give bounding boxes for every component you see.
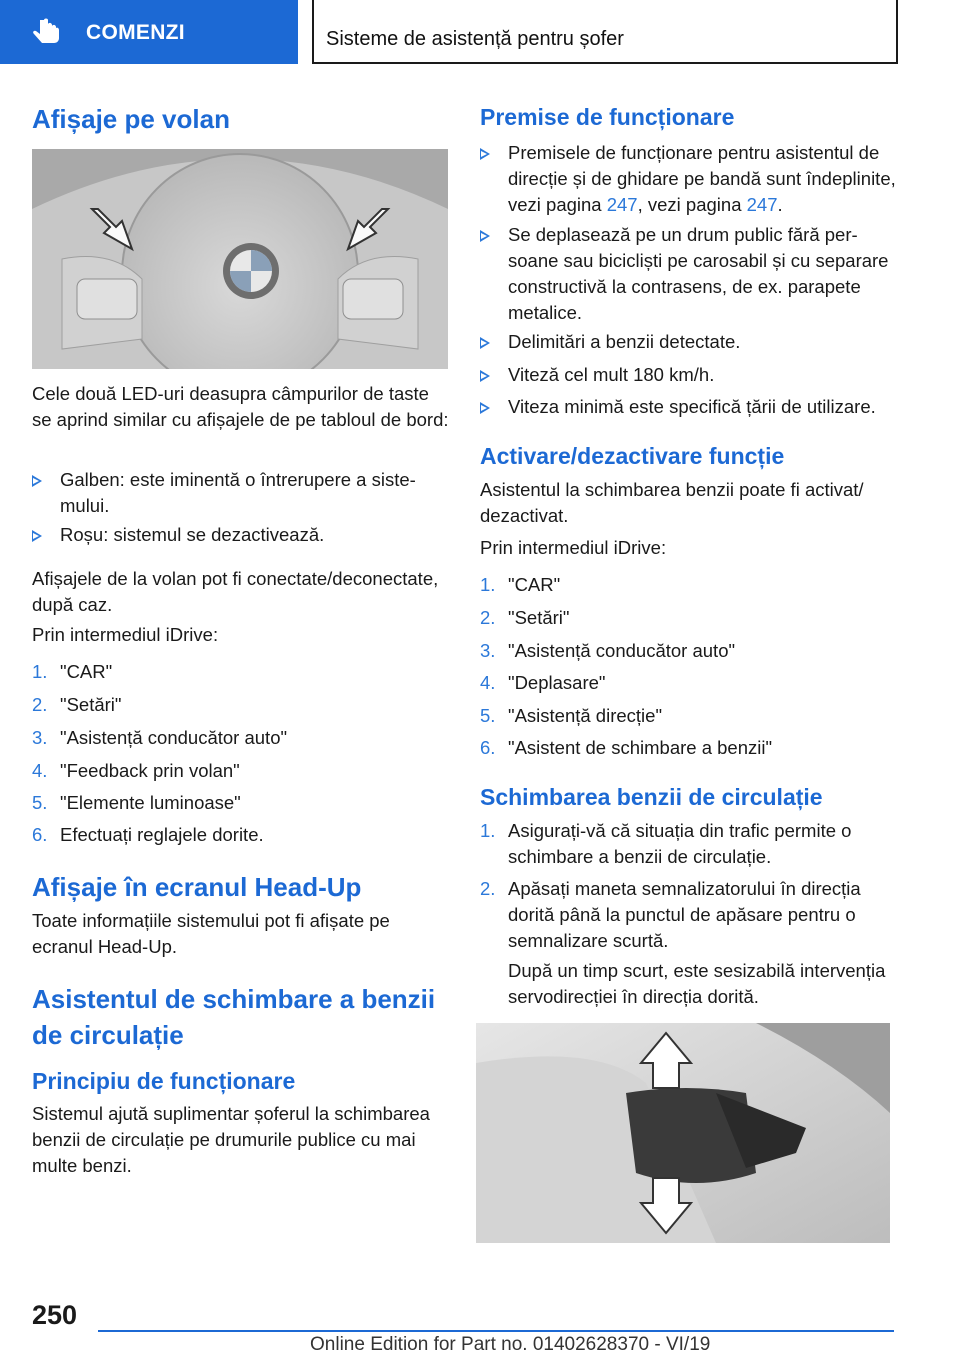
triangle-bullet-icon xyxy=(480,148,490,160)
triangle-bullet-icon xyxy=(480,337,490,349)
step-number: 1. xyxy=(480,574,496,595)
heading-lane-change: Schimbarea benzii de circulație xyxy=(480,784,823,810)
step-text: "CAR" xyxy=(508,574,561,595)
step-text: "Asistență conducător auto" xyxy=(60,727,288,748)
step-item xyxy=(32,822,450,848)
triangle-bullet-icon xyxy=(32,530,42,542)
bullet-prerequisite-3 xyxy=(480,329,900,355)
section-tab-label: COMENZI xyxy=(86,21,185,44)
bullet-prerequisite-1 xyxy=(480,140,900,218)
bullet-text-part: . xyxy=(777,194,783,215)
paragraph-change-note: După un timp scurt, este sesizabilă intervenția servodirecției în direcția dorită. xyxy=(508,960,886,1007)
heading-prerequisites: Premise de funcționare xyxy=(480,104,735,130)
chapter-title: Sisteme de asistență pentru șofer xyxy=(326,28,624,50)
bullet-prerequisite-4 xyxy=(480,362,900,388)
step-text: "Asistență direcție" xyxy=(508,705,663,726)
step-item xyxy=(32,692,450,718)
heading-activate: Activare/dezactivare funcție xyxy=(480,443,785,469)
bullet-text-part: Premisele de funcționare pentru asistentul de direcție și de ghidare pe bandă sunt îndeplinite, vezi pagina xyxy=(508,142,896,215)
step-number: 2. xyxy=(480,607,496,628)
change-step-item xyxy=(480,818,900,870)
step-number: 1. xyxy=(32,661,48,682)
step-text: "Deplasare" xyxy=(508,672,606,693)
bullet-prerequisite-5 xyxy=(480,394,900,420)
triangle-bullet-icon xyxy=(480,370,490,382)
step-item xyxy=(32,758,450,784)
paragraph-activate: Asistentul la schimbarea benzii poate fi activat/ dezactivat. xyxy=(480,479,864,526)
step-number: 5. xyxy=(480,705,496,726)
page-link-247[interactable]: 247 xyxy=(746,194,778,215)
step-text: "Elemente luminoase" xyxy=(60,792,241,813)
turn-signal-lever-illustration xyxy=(476,1023,890,1243)
step-number: 4. xyxy=(480,672,496,693)
step-text: "Asistent de schimbare a benzii" xyxy=(508,737,773,758)
step-item xyxy=(480,605,900,631)
change-step-item xyxy=(480,876,900,954)
step-text: "Setări" xyxy=(60,694,122,715)
bullet-text: Delimitări a benzii detectate. xyxy=(508,331,741,352)
triangle-bullet-icon xyxy=(32,475,42,487)
heading-steering-wheel-displays: Afișaje pe volan xyxy=(32,104,230,134)
bullet-text xyxy=(508,140,900,218)
step-item xyxy=(32,790,450,816)
step-number: 2. xyxy=(32,694,48,715)
bullet-prerequisite-2 xyxy=(480,222,900,326)
heading-principle: Principiu de funcționare xyxy=(32,1068,296,1094)
paragraph-led-intro: Cele două LED-uri deasupra câmpurilor de taste se aprind similar cu afișajele de pe tabloul de bord: xyxy=(32,383,449,430)
bullet-yellow xyxy=(32,467,450,519)
step-text: "Setări" xyxy=(508,607,570,628)
step-number: 6. xyxy=(32,824,48,845)
step-item xyxy=(32,659,450,685)
triangle-bullet-icon xyxy=(480,230,490,242)
step-item xyxy=(480,670,900,696)
step-number: 3. xyxy=(32,727,48,748)
heading-lane-change-assistant: Asistentul de schimbare a benzii de circulație xyxy=(32,984,436,1050)
step-text: "Feedback prin volan" xyxy=(60,760,240,781)
step-item xyxy=(480,638,900,664)
steering-wheel-image xyxy=(32,149,448,369)
section-tab[interactable] xyxy=(0,0,298,64)
bullet-text: Se deplasează pe un drum public fără persoane sau bicicliști pe carosabil și cu separare constructivă la contrasens, de ex. parapete metalice. xyxy=(508,224,889,323)
bullet-red xyxy=(32,522,450,548)
step-number: 3. xyxy=(480,640,496,661)
footer-divider xyxy=(98,1330,894,1332)
paragraph-principle: Sistemul ajută suplimentar șoferul la schimbarea benzii de circulație pe drumurile publice cu mai multe benzi. xyxy=(32,1103,430,1176)
step-text: Asigurați-vă că situația din trafic permite o schimbare a benzii de circulație. xyxy=(508,820,852,867)
step-number: 2. xyxy=(480,878,496,899)
step-item xyxy=(480,703,900,729)
paragraph-idrive-right: Prin intermediul iDrive: xyxy=(480,537,667,558)
step-number: 6. xyxy=(480,737,496,758)
page-number: 250 xyxy=(32,1300,78,1330)
step-text: Efectuați reglajele dorite. xyxy=(60,824,264,845)
paragraph-idrive: Prin intermediul iDrive: xyxy=(32,624,219,645)
triangle-bullet-icon xyxy=(480,402,490,414)
turn-signal-lever-image xyxy=(476,1023,890,1243)
step-item xyxy=(32,725,450,751)
heading-head-up: Afișaje în ecranul Head-Up xyxy=(32,872,362,902)
bullet-text-part: , vezi pagina xyxy=(637,194,747,215)
bullet-text: Viteză cel mult 180 km/h. xyxy=(508,364,715,385)
page-link-247[interactable]: 247 xyxy=(606,194,638,215)
footer-edition: Online Edition for Part no. 01402628370 - VI/19 xyxy=(310,1334,711,1355)
paragraph-connect: Afișajele de la volan pot fi conectate/deconectate, după caz. xyxy=(32,568,439,615)
step-item xyxy=(480,572,900,598)
step-text: "CAR" xyxy=(60,661,113,682)
chapter-header xyxy=(312,0,898,64)
hand-pointer-icon xyxy=(30,18,64,48)
step-text: "Asistență conducător auto" xyxy=(508,640,736,661)
steering-wheel-illustration xyxy=(32,149,448,369)
step-number: 1. xyxy=(480,820,496,841)
bullet-text: Galben: este iminentă o întrerupere a sistemului. xyxy=(60,469,416,516)
bullet-text: Roșu: sistemul se dezactivează. xyxy=(60,524,325,545)
step-text: Apăsați maneta semnalizatorului în direcția dorită până la punctul de apăsare pentru o semnalizare scurtă. xyxy=(508,878,861,951)
step-number: 4. xyxy=(32,760,48,781)
step-item xyxy=(480,735,900,761)
paragraph-head-up: Toate informațiile sistemului pot fi afișate pe ecranul Head-Up. xyxy=(32,910,390,957)
bullet-text: Viteza minimă este specifică țării de utilizare. xyxy=(508,396,876,417)
step-number: 5. xyxy=(32,792,48,813)
